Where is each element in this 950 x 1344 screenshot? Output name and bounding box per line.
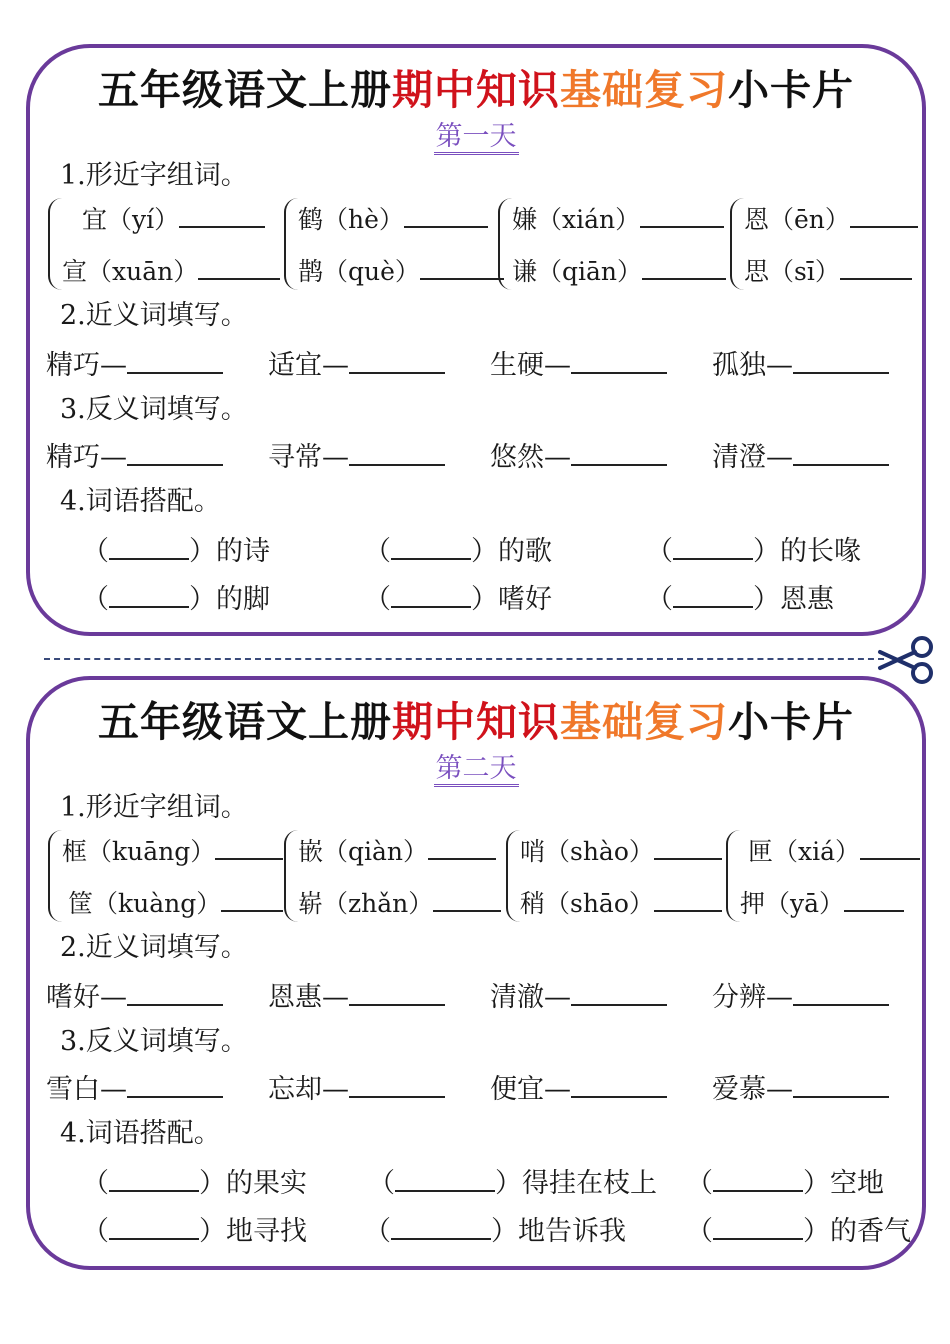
similar-char-group [54, 198, 280, 290]
answer-blank[interactable] [844, 888, 904, 912]
brace-icon [498, 198, 512, 290]
synonym-item: 嗜好— [46, 982, 223, 1014]
similar-char-bottom: 稍（shāo） [520, 888, 722, 919]
similar-char-group [290, 198, 490, 290]
answer-blank[interactable] [428, 836, 496, 860]
antonym-item: 悠然— [490, 442, 667, 474]
collocation-item: （ ）地寻找 [82, 1216, 307, 1247]
answer-blank[interactable] [654, 836, 722, 860]
antonym-item: 雪白— [46, 1074, 223, 1106]
similar-char-top: 匣（xiá） [748, 836, 920, 867]
answer-blank[interactable] [640, 204, 724, 228]
answer-blank[interactable] [198, 256, 280, 280]
answer-blank[interactable] [673, 584, 753, 608]
collocation-item: （ ）恩惠 [646, 584, 834, 615]
synonym-item: 分辨— [712, 982, 889, 1014]
antonym-item: 爱慕— [712, 1074, 889, 1106]
answer-blank[interactable] [571, 1074, 667, 1098]
answer-blank[interactable] [420, 256, 504, 280]
section-2-heading: 2.近义词填写。 [60, 932, 248, 963]
answer-blank[interactable] [654, 888, 722, 912]
collocation-item: （ ）的香气 [686, 1216, 911, 1247]
similar-char-bottom: 谦（qiān） [512, 256, 726, 287]
day-label: 第一天 [30, 120, 922, 155]
brace-icon [730, 198, 744, 290]
collocation-item: （ ）的诗 [82, 536, 270, 567]
similar-char-bottom: 鹊（què） [298, 256, 504, 287]
collocation-item: （ ）的脚 [82, 584, 270, 615]
collocation-item: （ ）的长喙 [646, 536, 861, 567]
similar-char-bottom: 宣（xuān） [62, 256, 280, 287]
answer-blank[interactable] [850, 204, 918, 228]
section-1-heading: 1.形近字组词。 [60, 160, 248, 191]
antonym-item: 寻常— [268, 442, 445, 474]
collocation-item: （ ）的果实 [82, 1168, 307, 1199]
answer-blank[interactable] [391, 536, 471, 560]
answer-blank[interactable] [571, 350, 667, 374]
answer-blank[interactable] [127, 982, 223, 1006]
similar-char-bottom: 思（sī） [744, 256, 912, 287]
antonym-item: 忘却— [268, 1074, 445, 1106]
answer-blank[interactable] [109, 584, 189, 608]
answer-blank[interactable] [860, 836, 920, 860]
similar-char-group [290, 830, 496, 922]
answer-blank[interactable] [109, 536, 189, 560]
collocation-item: （ ）空地 [686, 1168, 884, 1199]
review-card-day-2 [26, 676, 926, 1270]
brace-icon [48, 198, 62, 290]
synonym-item: 生硬— [490, 350, 667, 382]
answer-blank[interactable] [642, 256, 726, 280]
section-4-heading: 4.词语搭配。 [60, 486, 221, 517]
review-card-day-1 [26, 44, 926, 636]
similar-char-group [512, 830, 718, 922]
synonym-item: 清澈— [490, 982, 667, 1014]
card-title: 五年级语文上册期中知识基础复习小卡片 [98, 66, 854, 114]
brace-icon [284, 830, 298, 922]
similar-char-bottom: 押（yā） [740, 888, 904, 919]
similar-char-top: 框（kuāng） [62, 836, 283, 867]
card-title: 五年级语文上册期中知识基础复习小卡片 [98, 698, 854, 746]
similar-char-top: 恩（ēn） [744, 204, 918, 235]
answer-blank[interactable] [793, 982, 889, 1006]
answer-blank[interactable] [673, 536, 753, 560]
similar-char-group [504, 198, 724, 290]
similar-char-top: 嫌（xián） [512, 204, 724, 235]
answer-blank[interactable] [713, 1216, 803, 1240]
collocation-item: （ ）的歌 [364, 536, 552, 567]
antonym-item: 清澄— [712, 442, 889, 474]
answer-blank[interactable] [433, 888, 501, 912]
answer-blank[interactable] [571, 982, 667, 1006]
answer-blank[interactable] [109, 1168, 199, 1192]
similar-char-top: 嵌（qiàn） [298, 836, 496, 867]
answer-blank[interactable] [349, 982, 445, 1006]
answer-blank[interactable] [404, 204, 488, 228]
answer-blank[interactable] [349, 442, 445, 466]
collocation-item: （ ）地告诉我 [364, 1216, 626, 1247]
scissors-icon [876, 634, 936, 686]
similar-char-group [54, 830, 280, 922]
answer-blank[interactable] [713, 1168, 803, 1192]
brace-icon [726, 830, 740, 922]
answer-blank[interactable] [127, 350, 223, 374]
antonym-item: 便宜— [490, 1074, 667, 1106]
answer-blank[interactable] [391, 1216, 491, 1240]
brace-icon [506, 830, 520, 922]
synonym-item: 恩惠— [268, 982, 445, 1014]
answer-blank[interactable] [221, 888, 283, 912]
answer-blank[interactable] [840, 256, 912, 280]
collocation-item: （ ）嗜好 [364, 584, 552, 615]
section-4-heading: 4.词语搭配。 [60, 1118, 221, 1149]
answer-blank[interactable] [179, 204, 265, 228]
answer-blank[interactable] [793, 1074, 889, 1098]
answer-blank[interactable] [349, 350, 445, 374]
collocation-item: （ ）得挂在枝上 [368, 1168, 657, 1199]
answer-blank[interactable] [391, 584, 471, 608]
section-3-heading: 3.反义词填写。 [60, 1026, 248, 1057]
antonym-item: 精巧— [46, 442, 223, 474]
synonym-item: 适宜— [268, 350, 445, 382]
section-2-heading: 2.近义词填写。 [60, 300, 248, 331]
answer-blank[interactable] [127, 1074, 223, 1098]
similar-char-top: 鹤（hè） [298, 204, 488, 235]
day-label: 第二天 [30, 752, 922, 787]
similar-char-bottom: 崭（zhǎn） [298, 888, 501, 919]
similar-char-group [732, 830, 922, 922]
similar-char-group [736, 198, 916, 290]
synonym-item: 精巧— [46, 350, 223, 382]
cut-line [44, 658, 884, 660]
answer-blank[interactable] [349, 1074, 445, 1098]
answer-blank[interactable] [215, 836, 283, 860]
answer-blank[interactable] [127, 442, 223, 466]
similar-char-top: 哨（shào） [520, 836, 722, 867]
similar-char-top: 宜（yí） [82, 204, 265, 235]
brace-icon [48, 830, 62, 922]
section-1-heading: 1.形近字组词。 [60, 792, 248, 823]
answer-blank[interactable] [571, 442, 667, 466]
answer-blank[interactable] [793, 350, 889, 374]
section-3-heading: 3.反义词填写。 [60, 394, 248, 425]
similar-char-bottom: 筐（kuàng） [68, 888, 283, 919]
synonym-item: 孤独— [712, 350, 889, 382]
answer-blank[interactable] [109, 1216, 199, 1240]
brace-icon [284, 198, 298, 290]
answer-blank[interactable] [395, 1168, 495, 1192]
answer-blank[interactable] [793, 442, 889, 466]
